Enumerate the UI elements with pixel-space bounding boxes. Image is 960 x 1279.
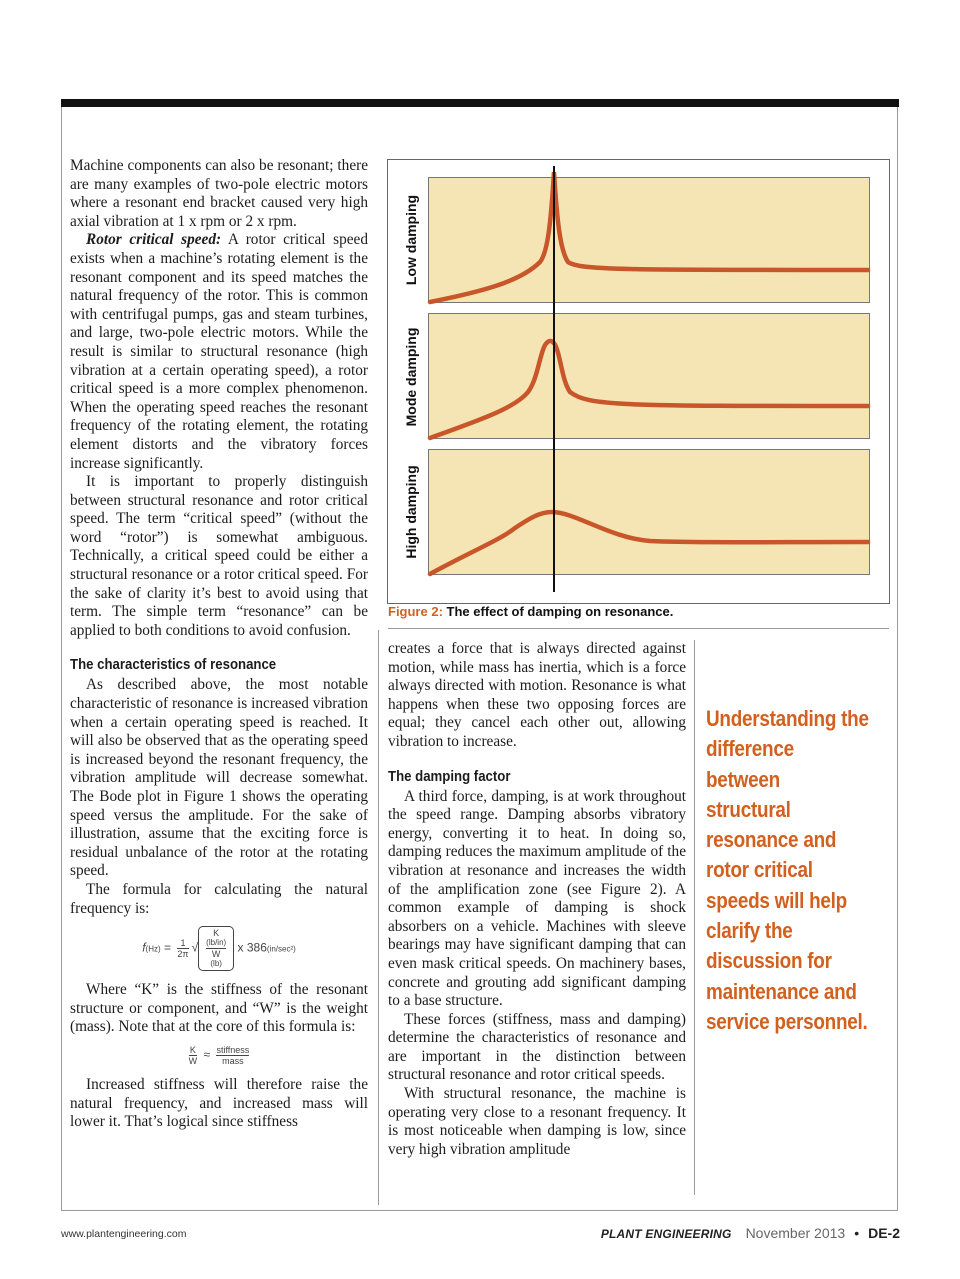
- paragraph: Increased stiffness will therefore raise the natural frequency, and increased mass will lower it. That’s logical since stiffness: [70, 1075, 368, 1131]
- figure-caption: [388, 604, 673, 619]
- paragraph-text: A rotor critical speed exists when a machine’s rotating element is the resonant component and its speed matches the natural frequency of the rotor. This is common with centrifugal pumps, gas and steam turbines, and large, two-pole electric motors. While the result is similar to structural resonance (high vibration at a certain operating speed), a rotor critical speed is a more complex phenomenon. When the operating speed reaches the resonant frequency of the rotating element, the rotating element distorts and the vibratory forces increase significantly.: [70, 231, 368, 472]
- w-unit: (lb): [210, 959, 222, 969]
- pull-quote: Understanding the difference between structural resonance and rotor critical speeds will help clarify the discussion for maintenance and service personnel.: [706, 706, 869, 1034]
- fraction-denominator: W: [188, 1055, 198, 1066]
- formula-multiplier-unit: (in/sec²): [266, 944, 296, 954]
- footer-url: www.plantengineering.com: [61, 1228, 187, 1240]
- k-symbol: K: [213, 928, 220, 939]
- k-unit: (lb/in): [206, 938, 227, 948]
- article-column-2: [388, 640, 686, 1159]
- publication-name: PLANT ENGINEERING: [600, 1227, 732, 1241]
- formula-multiplier: x 386: [237, 940, 267, 955]
- section-heading: The characteristics of resonance: [70, 656, 277, 674]
- paragraph: It is important to properly distinguish between structural resonance and rotor critical speed. The term “critical speed” (without the word “rotor”) is somewhat ambiguous. Technically, a critical speed could be either a structural resonance or a rotor critical speed. For the sake of clarity it’s best to avoid using that term. The simple term “resonance” can be applied to both conditions to avoid confusion.: [70, 473, 368, 639]
- footer-publication-info: [601, 1225, 900, 1241]
- label-mode-damping: Mode damping: [403, 327, 419, 427]
- low-damping-curve: [430, 172, 868, 302]
- issue-date: November 2013: [745, 1225, 846, 1241]
- separator-bullet: •: [854, 1225, 860, 1241]
- paragraph: With structural resonance, the machine is operating very close to a resonant frequency. It is most noticeable when damping is low, since very high vibration amplitude: [388, 1085, 686, 1158]
- paragraph: creates a force that is always directed against motion, while mass has inertia, which is a force always directed with motion. Resonance is what happens when these two opposing forces are equal; they cancel each other out, allowing vibration to increase.: [388, 640, 686, 750]
- paragraph: The formula for calculating the natural frequency is:: [70, 880, 368, 917]
- label-high-damping: High damping: [403, 465, 419, 559]
- caption-text: The effect of damping on resonance.: [446, 604, 674, 619]
- paragraph: As described above, the most notable characteristic of resonance is increased vibration when a certain operating speed is reached. It will also be observed that as the operating speed is increased beyond the resonant frequency, the vibration amplitude will decrease somewhat. The Bode plot in Figure 1 shows the operating speed versus the amplitude. For the sake of illustration, assume that the exciting force is residual unbalance of the rotor at the rotating speed.: [70, 676, 368, 880]
- natural-frequency-formula: f(Hz) = $\frac{1}{2\pi}$ √ K (lb/in) W (lb) x 386(in/sec²): [70, 926, 368, 971]
- fraction-numerator: 1: [177, 938, 188, 949]
- mode-damping-curve: [430, 341, 868, 438]
- paragraph: These forces (stiffness, mass and damping) determine the characteristics of resonance and are important in the distinction between structural resonance and rotor critical speeds.: [388, 1010, 686, 1084]
- label-low-damping: Low damping: [403, 194, 419, 286]
- caption-rule: [388, 628, 889, 629]
- column-divider: [694, 640, 695, 1195]
- fraction-denominator: 2π: [177, 949, 189, 960]
- w-symbol: W: [211, 949, 221, 960]
- formula-lhs: f: [142, 940, 146, 955]
- formula-lhs-sub: (Hz): [145, 944, 161, 954]
- paragraph: Machine components can also be resonant; there are many examples of two-pole electric motors where a resonant end bracket caused very high axial vibration at 1 x rpm or 2 x rpm.: [70, 157, 368, 230]
- run-in-heading: Rotor critical speed:: [86, 231, 222, 249]
- fraction-denominator: mass: [222, 1055, 244, 1066]
- paragraph: Where “K” is the stiffness of the resonant structure or component, and “W” is the weight (mass). Note that at the core of this formula is:: [70, 981, 368, 1036]
- caption-label: Figure 2:: [388, 604, 443, 619]
- section-heading: The damping factor: [388, 767, 511, 785]
- high-damping-curve: [430, 512, 868, 574]
- approx-symbol: ≈: [203, 1047, 211, 1062]
- formula-equals: =: [164, 940, 172, 955]
- fraction-numerator: K: [189, 1044, 196, 1055]
- paragraph: A third force, damping, is at work throughout the speed range. Damping absorbs vibratory energy, converting it to heat. In doing so, damping reduces the maximum amplitude of the vibration at resonance and increases the width of the amplification zone (see Figure 2). A common example of damping is shock absorbers on a vehicle. Machines with sleeve bearings may have significant damping that can even mask critical speeds. On machinery bases, concrete and grouting add significant damping to a base structure.: [388, 787, 686, 1010]
- page-number: DE-2: [868, 1225, 900, 1241]
- fraction-numerator: stiffness: [216, 1044, 250, 1055]
